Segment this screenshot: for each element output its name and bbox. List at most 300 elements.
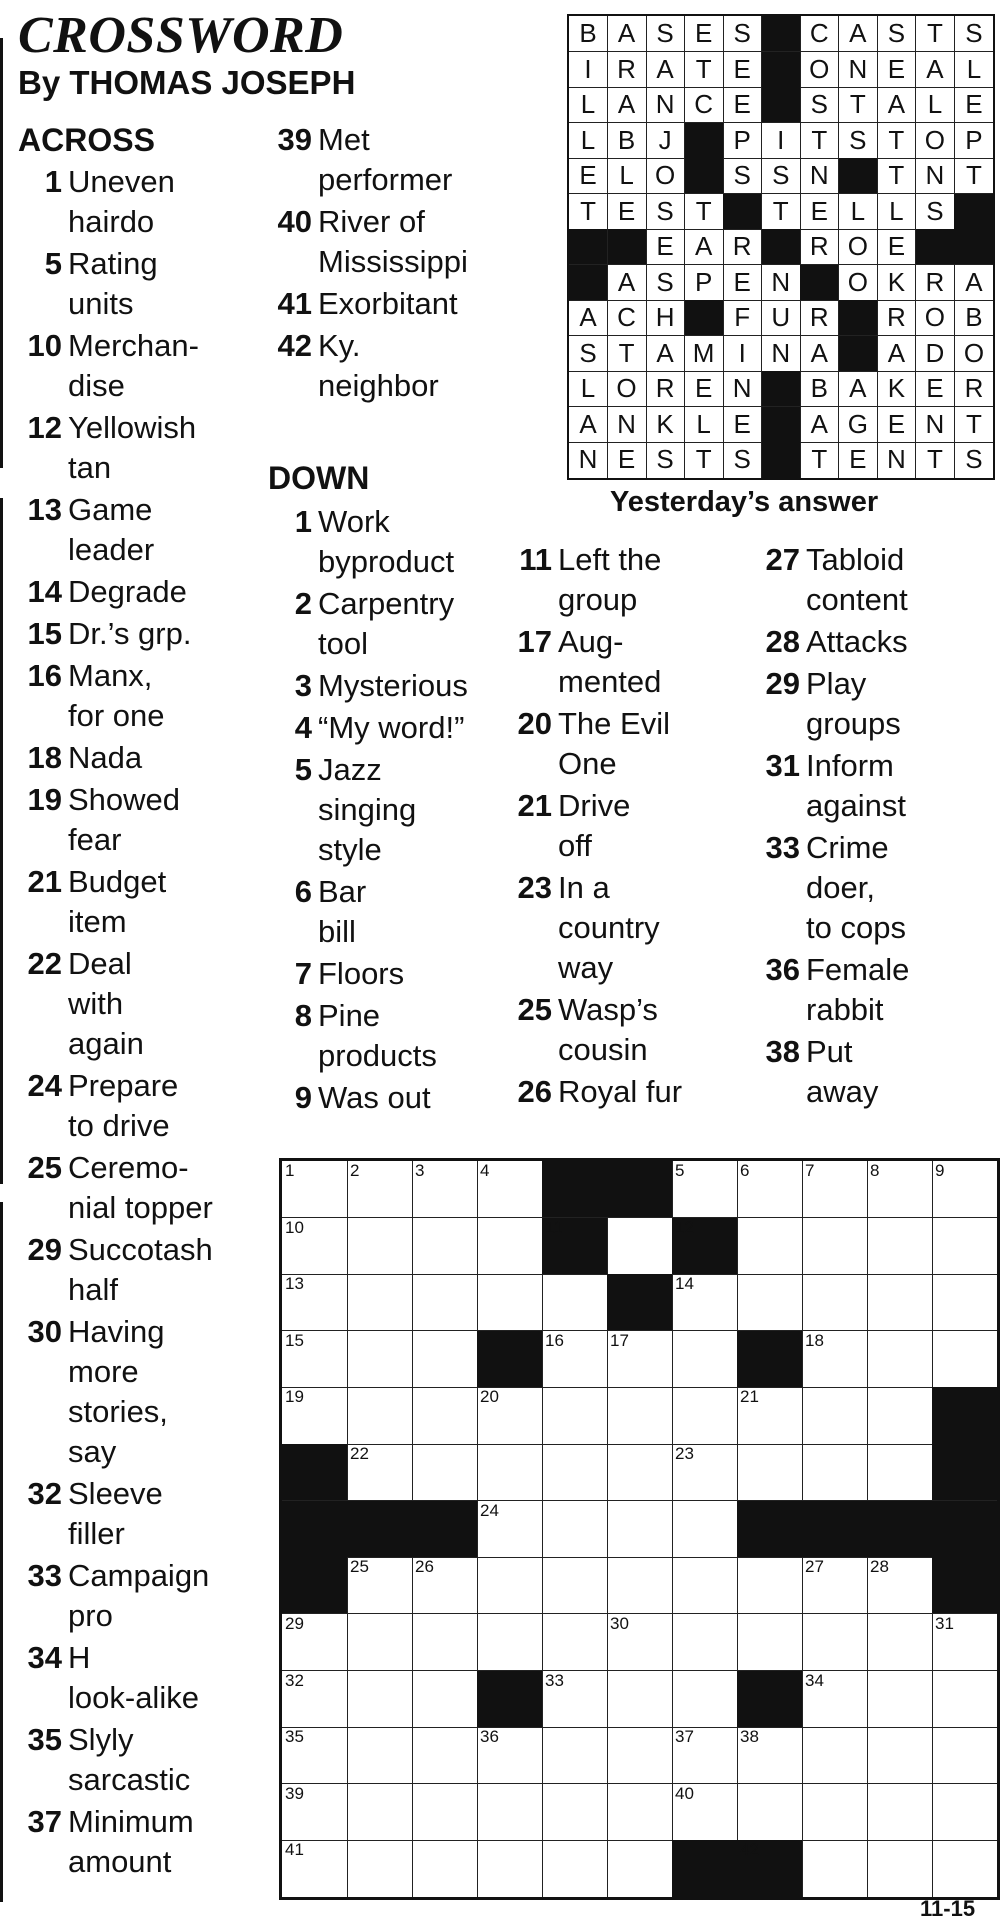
answer-cell: O	[839, 229, 878, 265]
grid-cell[interactable]	[932, 1671, 997, 1728]
grid-cell[interactable]	[672, 1387, 738, 1444]
grid-cell[interactable]	[412, 1387, 478, 1444]
clue-line: Merchan-	[68, 328, 199, 363]
grid-cell[interactable]	[282, 1671, 348, 1728]
grid-cell[interactable]	[737, 1218, 803, 1275]
grid-cell[interactable]	[542, 1331, 608, 1388]
clue-number: 26	[517, 1074, 552, 1109]
grid-cell[interactable]	[672, 1501, 738, 1558]
clue-line: River of	[318, 204, 425, 239]
grid-cell[interactable]	[412, 1557, 478, 1614]
answer-cell: P	[723, 123, 762, 159]
clue-text	[318, 996, 437, 1076]
grid-cell[interactable]	[867, 1331, 933, 1388]
grid-cell[interactable]	[412, 1218, 478, 1275]
grid-cell[interactable]	[412, 1840, 478, 1897]
grid-cell[interactable]	[802, 1274, 868, 1331]
clue-text	[318, 202, 468, 282]
grid-cell[interactable]	[282, 1784, 348, 1841]
clue-line: bill	[318, 914, 356, 949]
cell-number: 34	[805, 1670, 824, 1690]
grid-cell[interactable]	[867, 1727, 933, 1784]
cell-number: 41	[285, 1840, 304, 1860]
grid-cell[interactable]	[347, 1331, 413, 1388]
clue-line: Met	[318, 122, 370, 157]
yesterdays-answer-caption: Yesterday’s answer	[610, 486, 879, 518]
grid-cell[interactable]	[282, 1727, 348, 1784]
clue-text	[318, 872, 366, 952]
grid-cell[interactable]	[542, 1727, 608, 1784]
grid-cell[interactable]	[802, 1614, 868, 1671]
grid-block	[412, 1501, 478, 1558]
grid-cell[interactable]	[802, 1387, 868, 1444]
clue-line: Ky.	[318, 328, 361, 363]
grid-cell[interactable]	[347, 1784, 413, 1841]
grid-cell[interactable]	[412, 1614, 478, 1671]
clue-text	[558, 868, 660, 988]
grid-cell[interactable]	[932, 1840, 997, 1897]
clue-line: fear	[68, 822, 122, 857]
clue-line: Royal fur	[558, 1074, 683, 1109]
grid-cell[interactable]	[412, 1727, 478, 1784]
across-clue-33	[12, 1556, 252, 1636]
across-clue-12	[12, 408, 252, 488]
clue-line: Rating	[68, 246, 158, 281]
clue-text	[318, 584, 454, 664]
clue-text	[318, 284, 458, 324]
grid-block	[737, 1671, 803, 1728]
cell-number: 2	[350, 1161, 360, 1180]
clue-line: stories,	[68, 1394, 168, 1429]
answer-cell: E	[646, 229, 685, 265]
clue-line: tan	[68, 450, 112, 485]
clue-number: 40	[277, 204, 312, 239]
answer-cell: T	[685, 442, 724, 478]
clue-line: half	[68, 1272, 118, 1307]
grid-cell[interactable]	[477, 1444, 543, 1501]
clue-line: away	[806, 1074, 879, 1109]
grid-cell[interactable]	[867, 1784, 933, 1841]
clue-line: byproduct	[318, 544, 455, 579]
answer-cell: C	[685, 87, 724, 123]
cell-number: 4	[480, 1161, 490, 1180]
grid-cell[interactable]	[412, 1784, 478, 1841]
clue-line: Work	[318, 504, 390, 539]
grid-cell[interactable]	[737, 1387, 803, 1444]
cell-number: 5	[675, 1161, 685, 1180]
grid-cell[interactable]	[542, 1557, 608, 1614]
clue-text	[558, 540, 661, 620]
grid-cell[interactable]	[477, 1614, 543, 1671]
puzzle-title: CROSSWORD	[18, 7, 344, 64]
clue-line: country	[558, 910, 660, 945]
grid-cell[interactable]	[932, 1331, 997, 1388]
clue-number: 29	[765, 666, 800, 701]
grid-cell[interactable]	[282, 1614, 348, 1671]
clue-text	[68, 780, 180, 860]
grid-cell[interactable]	[802, 1557, 868, 1614]
grid-cell[interactable]	[802, 1840, 868, 1897]
grid-cell[interactable]	[737, 1614, 803, 1671]
answer-cell: N	[916, 158, 955, 194]
clue-text	[68, 326, 199, 406]
grid-cell[interactable]	[607, 1501, 673, 1558]
clue-line: Aug-	[558, 624, 624, 659]
answer-block	[762, 87, 801, 123]
grid-cell[interactable]	[347, 1727, 413, 1784]
answer-cell: A	[916, 52, 955, 88]
clue-number: 6	[294, 874, 312, 909]
clue-number: 36	[765, 952, 800, 987]
clue-text	[68, 1148, 213, 1228]
clue-line: In a	[558, 870, 610, 905]
page-edge-mark	[0, 38, 3, 468]
clue-line: Uneven	[68, 164, 175, 199]
clue-number: 21	[27, 864, 62, 899]
clue-line: hairdo	[68, 204, 155, 239]
clue-text	[558, 786, 630, 866]
grid-cell[interactable]	[477, 1784, 543, 1841]
clue-line: Attacks	[806, 624, 908, 659]
grid-cell[interactable]	[672, 1557, 738, 1614]
grid-block	[347, 1501, 413, 1558]
clue-line: style	[318, 832, 382, 867]
clue-number: 9	[294, 1080, 312, 1115]
grid-cell[interactable]	[347, 1614, 413, 1671]
clue-line: Sleeve	[68, 1476, 163, 1511]
clue-text	[68, 614, 191, 654]
down-clue-33	[750, 828, 990, 948]
grid-cell[interactable]	[412, 1274, 478, 1331]
grid-block	[477, 1331, 543, 1388]
grid-cell[interactable]	[347, 1387, 413, 1444]
cell-number: 42	[740, 1840, 759, 1860]
clue-text	[68, 1638, 199, 1718]
down-clue-38	[750, 1032, 990, 1112]
cell-number: 1	[285, 1161, 295, 1180]
answer-cell: T	[569, 194, 608, 230]
clue-line: rabbit	[806, 992, 884, 1027]
clue-line: Crime	[806, 830, 889, 865]
grid-cell[interactable]	[607, 1614, 673, 1671]
grid-cell[interactable]	[932, 1727, 997, 1784]
grid-cell[interactable]	[672, 1444, 738, 1501]
date-code: 11-15	[920, 1896, 976, 1921]
cell-number: 18	[805, 1330, 824, 1350]
grid-block	[737, 1501, 803, 1558]
clue-number: 41	[277, 286, 312, 321]
cell-number: 16	[545, 1330, 564, 1350]
answer-cell: E	[685, 371, 724, 407]
answer-cell: L	[954, 52, 993, 88]
grid-cell[interactable]	[932, 1274, 997, 1331]
cell-number: 30	[610, 1613, 629, 1633]
grid-cell[interactable]	[802, 1784, 868, 1841]
grid-cell[interactable]	[477, 1501, 543, 1558]
cell-number: 39	[285, 1783, 304, 1803]
answer-cell: N	[646, 87, 685, 123]
clue-line: Left the	[558, 542, 662, 577]
grid-cell[interactable]	[477, 1557, 543, 1614]
grid-cell[interactable]	[607, 1557, 673, 1614]
grid-cell[interactable]	[282, 1331, 348, 1388]
grid-cell[interactable]	[412, 1331, 478, 1388]
down-clue-27	[750, 540, 990, 620]
grid-cell[interactable]	[607, 1727, 673, 1784]
clue-line: Mysterious	[318, 668, 468, 703]
grid-cell[interactable]	[867, 1218, 933, 1275]
grid-cell[interactable]	[867, 1444, 933, 1501]
grid-cell[interactable]	[347, 1218, 413, 1275]
grid-cell[interactable]	[607, 1331, 673, 1388]
clue-number: 33	[765, 830, 800, 865]
grid-cell[interactable]	[347, 1557, 413, 1614]
grid-cell[interactable]	[542, 1614, 608, 1671]
clue-line: doer,	[806, 870, 875, 905]
clue-line: for one	[68, 698, 165, 733]
grid-cell[interactable]	[867, 1387, 933, 1444]
clue-number: 11	[519, 542, 552, 577]
grid-cell[interactable]	[477, 1218, 543, 1275]
across-clue-16	[12, 656, 252, 736]
clue-line: Manx,	[68, 658, 153, 693]
answer-cell: K	[877, 265, 916, 301]
clue-line: pro	[68, 1598, 113, 1633]
answer-cell: E	[608, 194, 647, 230]
cell-number: 9	[935, 1161, 945, 1180]
grid-cell[interactable]	[672, 1274, 738, 1331]
down-clue-28	[750, 622, 990, 662]
clue-line: mented	[558, 664, 662, 699]
clue-number: 5	[44, 246, 62, 281]
down-clue-20	[502, 704, 742, 784]
grid-block	[737, 1840, 803, 1897]
grid-cell[interactable]	[347, 1840, 413, 1897]
grid-cell[interactable]	[802, 1161, 868, 1218]
answer-cell: S	[723, 158, 762, 194]
grid-cell[interactable]	[347, 1671, 413, 1728]
grid-cell[interactable]	[607, 1840, 673, 1897]
grid-cell[interactable]	[282, 1387, 348, 1444]
answer-cell: D	[916, 336, 955, 372]
grid-cell[interactable]	[477, 1274, 543, 1331]
grid-cell[interactable]	[802, 1727, 868, 1784]
grid-cell[interactable]	[542, 1501, 608, 1558]
grid-cell[interactable]	[867, 1274, 933, 1331]
grid-cell[interactable]	[477, 1387, 543, 1444]
clue-line: nial topper	[68, 1190, 213, 1225]
grid-cell[interactable]	[347, 1161, 413, 1218]
grid-cell[interactable]	[542, 1387, 608, 1444]
grid-cell[interactable]	[672, 1784, 738, 1841]
answer-cell: N	[608, 407, 647, 443]
clue-number: 34	[27, 1640, 62, 1675]
answer-cell: H	[646, 300, 685, 336]
grid-cell[interactable]	[932, 1614, 997, 1671]
clue-text	[68, 408, 196, 488]
grid-cell[interactable]	[542, 1444, 608, 1501]
grid-cell[interactable]	[802, 1331, 868, 1388]
answer-block	[762, 442, 801, 478]
answer-cell: S	[877, 16, 916, 52]
down-clue-6	[262, 872, 502, 952]
grid-cell[interactable]	[347, 1274, 413, 1331]
clue-text	[68, 656, 165, 736]
grid-cell[interactable]	[867, 1671, 933, 1728]
grid-cell[interactable]	[802, 1671, 868, 1728]
grid-cell[interactable]	[347, 1444, 413, 1501]
answer-block	[762, 16, 801, 52]
grid-block	[802, 1501, 868, 1558]
clue-line: Yellowish	[68, 410, 197, 445]
crossword-grid	[279, 1158, 1000, 1900]
answer-cell: S	[569, 336, 608, 372]
page-edge-mark	[0, 1202, 3, 1902]
cell-number: 32	[285, 1670, 304, 1690]
grid-cell[interactable]	[867, 1840, 933, 1897]
grid-cell[interactable]	[737, 1444, 803, 1501]
grid-cell[interactable]	[867, 1614, 933, 1671]
cell-number: 10	[285, 1217, 304, 1237]
cell-number: 37	[675, 1727, 694, 1747]
grid-block	[672, 1218, 738, 1275]
grid-cell[interactable]	[282, 1161, 348, 1218]
answer-cell: B	[954, 300, 993, 336]
cell-number: 17	[610, 1330, 629, 1350]
clue-text	[318, 326, 439, 406]
grid-cell[interactable]	[672, 1671, 738, 1728]
grid-block	[282, 1501, 348, 1558]
clue-text	[558, 622, 661, 702]
grid-cell[interactable]	[672, 1614, 738, 1671]
clue-line: Budget	[68, 864, 167, 899]
grid-cell[interactable]	[867, 1161, 933, 1218]
answer-cell: R	[800, 300, 839, 336]
answer-block	[916, 229, 955, 265]
grid-cell[interactable]	[737, 1274, 803, 1331]
grid-cell[interactable]	[672, 1331, 738, 1388]
answer-cell: N	[762, 265, 801, 301]
answer-cell: O	[800, 52, 839, 88]
answer-block	[569, 265, 608, 301]
answer-cell: B	[569, 16, 608, 52]
clue-text	[318, 750, 416, 870]
clue-line: Female	[806, 952, 910, 987]
cell-number: 20	[480, 1387, 499, 1407]
grid-cell[interactable]	[542, 1274, 608, 1331]
grid-cell[interactable]	[672, 1161, 738, 1218]
grid-cell[interactable]	[412, 1671, 478, 1728]
answer-cell: T	[954, 407, 993, 443]
grid-block	[932, 1557, 997, 1614]
cell-number: 26	[415, 1557, 434, 1577]
answer-block	[839, 158, 878, 194]
grid-cell[interactable]	[542, 1671, 608, 1728]
answer-cell: P	[954, 123, 993, 159]
grid-cell[interactable]	[737, 1784, 803, 1841]
answer-cell: S	[916, 194, 955, 230]
grid-cell[interactable]	[477, 1840, 543, 1897]
clue-line: with	[68, 986, 124, 1021]
grid-cell[interactable]	[932, 1784, 997, 1841]
answer-block	[762, 407, 801, 443]
clue-text	[558, 990, 658, 1070]
page-edge-mark	[0, 498, 3, 1184]
answer-cell: S	[839, 123, 878, 159]
grid-cell[interactable]	[867, 1557, 933, 1614]
grid-cell[interactable]	[607, 1387, 673, 1444]
answer-cell: S	[646, 16, 685, 52]
cell-number: 12	[675, 1217, 694, 1237]
grid-cell[interactable]	[932, 1218, 997, 1275]
clue-text	[68, 1312, 168, 1472]
grid-cell[interactable]	[607, 1444, 673, 1501]
clue-line: Tabloid	[806, 542, 905, 577]
grid-cell[interactable]	[282, 1274, 348, 1331]
clue-line: Exorbitant	[318, 286, 458, 321]
grid-cell[interactable]	[672, 1727, 738, 1784]
clue-number: 29	[27, 1232, 62, 1267]
answer-cell: O	[646, 158, 685, 194]
clue-number: 2	[294, 586, 312, 621]
cell-number: 24	[480, 1500, 499, 1520]
grid-block	[932, 1501, 997, 1558]
clue-line: Degrade	[68, 574, 187, 609]
clue-line: to cops	[806, 910, 906, 945]
grid-cell[interactable]	[737, 1557, 803, 1614]
grid-cell[interactable]	[737, 1161, 803, 1218]
grid-cell[interactable]	[802, 1444, 868, 1501]
across-clue-21	[12, 862, 252, 942]
across-clue-34	[12, 1638, 252, 1718]
clue-line: cousin	[558, 1032, 648, 1067]
clue-text	[68, 244, 158, 324]
down-clue-25	[502, 990, 742, 1070]
clue-line: Game	[68, 492, 153, 527]
grid-cell[interactable]	[282, 1218, 348, 1275]
grid-cell[interactable]	[477, 1727, 543, 1784]
clue-number: 42	[277, 328, 312, 363]
grid-cell[interactable]	[412, 1161, 478, 1218]
cell-number: 11	[545, 1217, 563, 1237]
answer-cell: L	[916, 87, 955, 123]
clue-line: Bar	[318, 874, 367, 909]
cell-number: 27	[805, 1557, 824, 1577]
clue-number: 8	[294, 998, 312, 1033]
answer-cell: R	[800, 229, 839, 265]
grid-cell[interactable]	[737, 1727, 803, 1784]
grid-cell[interactable]	[607, 1218, 673, 1275]
grid-cell[interactable]	[607, 1784, 673, 1841]
answer-cell: O	[916, 300, 955, 336]
clue-line: Carpentry	[318, 586, 455, 621]
answer-block	[762, 371, 801, 407]
grid-cell[interactable]	[477, 1161, 543, 1218]
grid-cell[interactable]	[412, 1444, 478, 1501]
answer-cell: S	[954, 16, 993, 52]
grid-cell[interactable]	[932, 1161, 997, 1218]
grid-cell[interactable]	[607, 1671, 673, 1728]
clue-text	[68, 862, 166, 942]
clue-number: 16	[27, 658, 62, 693]
grid-cell[interactable]	[802, 1218, 868, 1275]
answer-cell: T	[877, 123, 916, 159]
answer-cell: S	[646, 442, 685, 478]
clue-text	[806, 746, 906, 826]
grid-cell[interactable]	[542, 1784, 608, 1841]
grid-cell[interactable]	[282, 1840, 348, 1897]
grid-cell[interactable]	[542, 1840, 608, 1897]
